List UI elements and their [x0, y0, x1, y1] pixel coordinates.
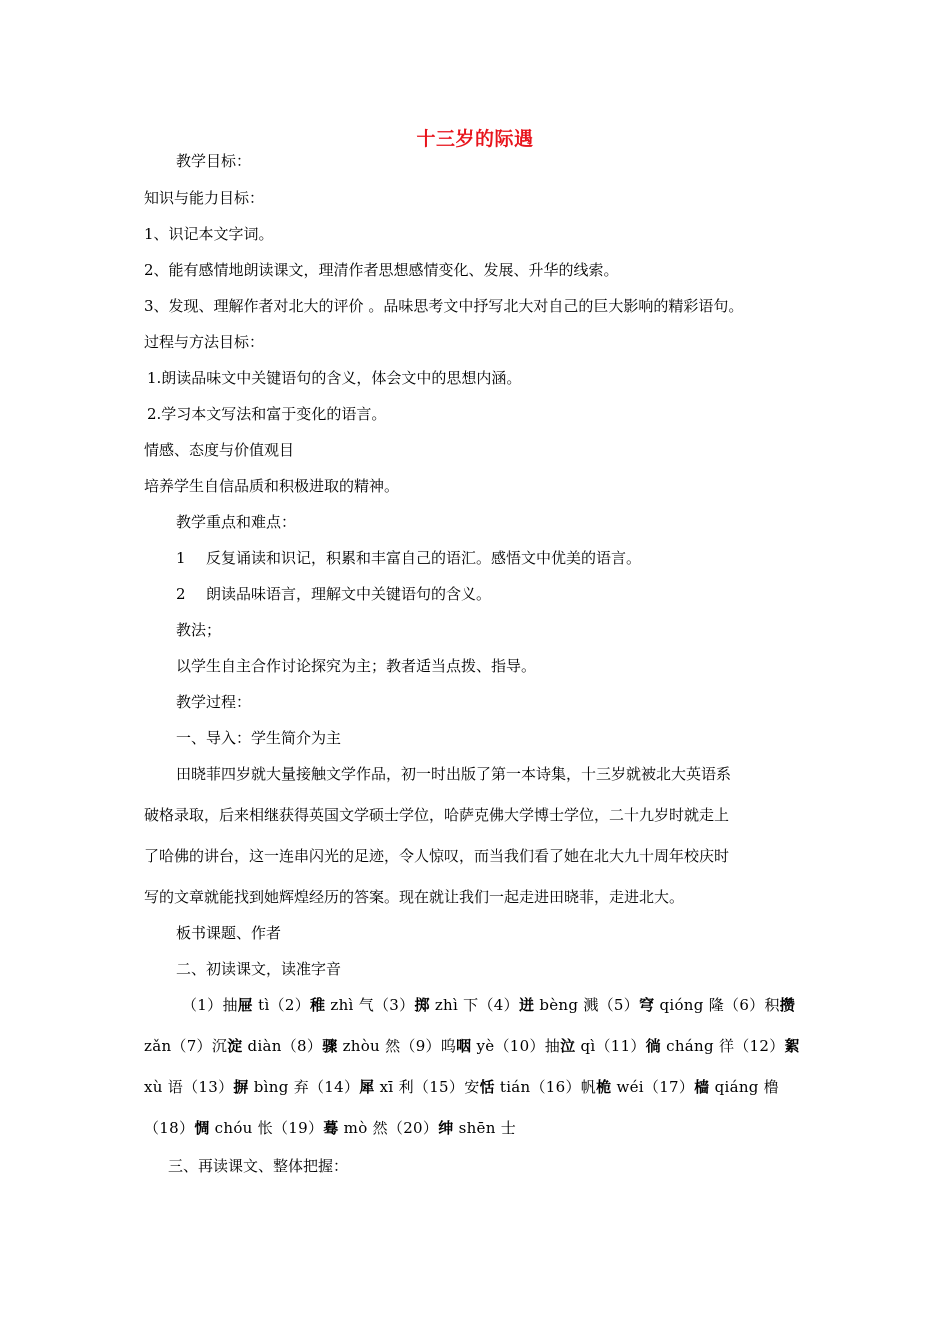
pinyin-text: zhòu 然（9）呜 — [337, 1037, 457, 1055]
pinyin-text: （18） — [144, 1119, 195, 1137]
vocab-character: 骤 — [322, 1037, 338, 1055]
attitude-heading: 情感、态度与价值观目 — [144, 441, 295, 459]
pinyin-text: qì（11） — [575, 1037, 646, 1055]
vocab-character: 桅 — [596, 1078, 612, 1096]
vocab-character: 摒 — [233, 1078, 249, 1096]
method-heading: 教法； — [176, 621, 222, 639]
method-text: 以学生自主合作讨论探究为主；教者适当点拨、指导。 — [176, 657, 537, 675]
pinyin-text: yè（10）抽 — [471, 1037, 561, 1055]
vocab-character: 泣 — [560, 1037, 576, 1055]
key-point-2-number: 2 — [176, 585, 186, 603]
process-item-1: 1.朗读品味文中关键语句的含义，体会文中的思想内涵。 — [147, 369, 522, 387]
vocab-character: 恬 — [479, 1078, 495, 1096]
section-1-heading: 一、导入：学生简介为主 — [176, 729, 342, 747]
pinyin-text: zhì 气（3） — [325, 996, 415, 1014]
vocab-character: 犀 — [359, 1078, 375, 1096]
section-3-heading: 三、再读课文、整体把握： — [168, 1157, 349, 1175]
pinyin-text: zhì 下（4） — [429, 996, 519, 1014]
vocab-character: 迸 — [518, 996, 535, 1014]
vocab-character: 淀 — [227, 1037, 243, 1055]
pinyin-text: bèng 溅（5） — [534, 996, 640, 1014]
vocab-character: 惆 — [194, 1119, 210, 1137]
vocab-character: 穹 — [639, 996, 655, 1014]
pinyin-text: wéi（17） — [611, 1078, 695, 1096]
pinyin-text: chóu 怅（19） — [209, 1119, 324, 1137]
teaching-goals-heading: 教学目标： — [176, 152, 252, 170]
key-point-1 — [176, 548, 641, 568]
key-point-2-text: 朗读品味语言，理解文中关键语句的含义。 — [206, 585, 492, 603]
intro-paragraph-line-1: 田晓菲四岁就大量接触文学作品，初一时出版了第一本诗集，十三岁就被北大英语系 — [176, 765, 732, 783]
pinyin-text: xī 利（15）安 — [374, 1078, 480, 1096]
goal-item-1: 1、识记本文字词。 — [144, 225, 274, 243]
pinyin-row — [144, 1036, 800, 1056]
vocab-character: 掷 — [414, 996, 430, 1014]
board-title-text: 板书课题、作者 — [176, 924, 282, 942]
process-goals-heading: 过程与方法目标： — [144, 333, 265, 351]
key-points-heading: 教学重点和难点： — [176, 513, 297, 531]
section-2-heading: 二、初读课文，读准字音 — [176, 960, 342, 978]
vocab-character: 攒 — [779, 996, 796, 1014]
knowledge-goals-heading: 知识与能力目标： — [144, 189, 265, 207]
pinyin-text: bìng 弃（14） — [248, 1078, 360, 1096]
intro-paragraph-line-3: 了哈佛的讲台，这一连串闪光的足迹，令人惊叹，而当我们看了她在北大九十周年校庆时 — [144, 847, 730, 865]
intro-paragraph-line-4: 写的文章就能找到她辉煌经历的答案。现在就让我们一起走进田晓菲，走进北大。 — [144, 888, 685, 906]
pinyin-text: （1）抽 — [182, 996, 238, 1014]
goal-item-3: 3、发现、理解作者对北大的评价 。品味思考文中抒写北大对自己的巨大影响的精彩语句。 — [144, 297, 744, 315]
vocab-character: 蓦 — [323, 1119, 339, 1137]
attitude-text: 培养学生自信品质和积极进取的精神。 — [144, 477, 400, 495]
key-point-1-text: 反复诵读和识记，积累和丰富自己的语汇。感悟文中优美的语言。 — [206, 549, 642, 567]
pinyin-text: xù 语（13） — [144, 1078, 234, 1096]
pinyin-text: tì（2） — [253, 996, 310, 1014]
pinyin-text: diàn（8） — [242, 1037, 323, 1055]
pinyin-row — [144, 1118, 516, 1138]
pinyin-row — [144, 1077, 779, 1097]
vocab-character: 屉 — [237, 996, 254, 1014]
page-title: 十三岁的际遇 — [416, 128, 534, 150]
goal-item-2: 2、能有感情地朗读课文，理清作者思想感情变化、发展、升华的线索。 — [144, 261, 619, 279]
process-heading: 教学过程： — [176, 693, 252, 711]
vocab-character: 徜 — [645, 1037, 662, 1055]
pinyin-row — [182, 995, 795, 1015]
key-point-1-number: 1 — [176, 549, 186, 567]
vocab-character: 樯 — [694, 1078, 710, 1096]
process-item-2: 2.学习本文写法和富于变化的语言。 — [147, 405, 387, 423]
vocab-character: 绅 — [438, 1119, 454, 1137]
vocab-character: 咽 — [456, 1037, 472, 1055]
key-point-2 — [176, 584, 491, 604]
intro-paragraph-line-2: 破格录取，后来相继获得英国文学硕士学位，哈萨克佛大学博士学位，二十九岁时就走上 — [144, 806, 730, 824]
pinyin-text: zǎn（7）沉 — [144, 1037, 228, 1055]
vocab-character: 稚 — [310, 996, 326, 1014]
pinyin-text: qióng 隆（6）积 — [654, 996, 780, 1014]
pinyin-text: tián（16）帆 — [494, 1078, 597, 1096]
pinyin-text: qiáng 橹 — [709, 1078, 780, 1096]
pinyin-text: mò 然（20） — [338, 1119, 439, 1137]
vocab-character: 絮 — [784, 1037, 800, 1055]
pinyin-text: cháng 徉（12） — [661, 1037, 785, 1055]
pinyin-text: shēn 士 — [453, 1119, 517, 1137]
